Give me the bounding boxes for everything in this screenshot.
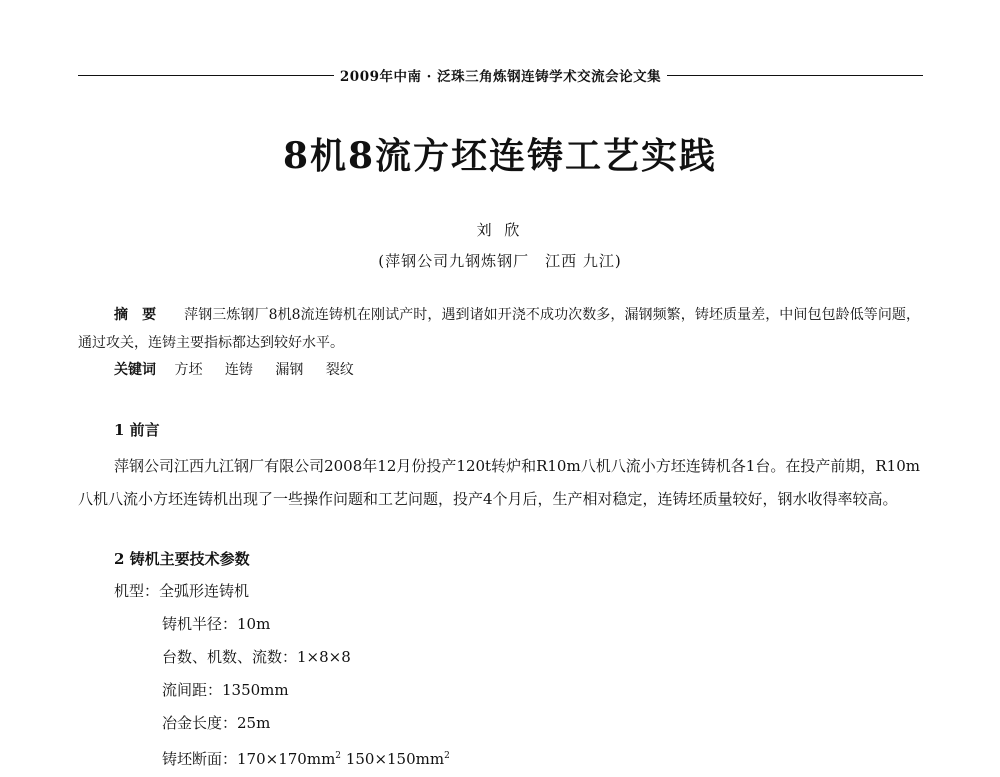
keyword: 方坯 — [174, 362, 203, 378]
keywords-label: 关键词 — [114, 362, 156, 378]
section-label: 铸坯断面： — [162, 750, 238, 768]
abstract — [78, 301, 920, 357]
abstract-label: 摘要 — [114, 307, 171, 323]
param-billet-section — [162, 744, 450, 777]
keywords — [114, 357, 372, 383]
section-size-b: 150×150mm — [345, 750, 445, 768]
section-2-heading: 2 铸机主要技术参数 — [114, 550, 250, 568]
param-strand-spacing: 流间距：1350mm — [162, 681, 289, 699]
keyword: 连铸 — [224, 362, 253, 378]
param-count: 台数、机数、流数：1×8×8 — [162, 648, 351, 666]
superscript-a: 2 — [335, 751, 342, 761]
author: 刘 欣 — [476, 221, 524, 239]
paper-title: 8机8流方坯连铸工艺实践 — [282, 135, 718, 177]
keyword: 漏钢 — [275, 362, 304, 378]
running-header — [78, 64, 923, 86]
abstract-text: 萍钢三炼钢厂8机8流连铸机在刚试产时，遇到诸如开浇不成功次数多，漏钢频繁，铸坯质量差，中间包包龄低等问题，通过攻关，连铸主要指标都达到较好水平。 — [78, 307, 920, 351]
machine-type: 机型：全弧形连铸机 — [114, 582, 250, 600]
parameter-list — [162, 612, 450, 777]
section-1-paragraph: 萍钢公司江西九江钢厂有限公司2008年12月份投产120t转炉和R10m八机八流小方坯连铸机各1台。在投产前期，R10m八机八流小方坯连铸机出现了一些操作问题和工艺问题，投产4个月后，生产相对稳定，连铸坯质量较好，钢水收得率较高。 — [78, 457, 920, 508]
superscript-b: 2 — [444, 751, 450, 761]
param-radius: 铸机半径：10m — [162, 615, 271, 633]
header-rule-left — [78, 75, 334, 76]
keyword: 裂纹 — [325, 362, 354, 378]
section-1-heading: 1 前言 — [114, 421, 160, 439]
header-text: 2009年中南 · 泛珠三角炼钢连铸学术交流会论文集 — [339, 69, 662, 85]
section-size-a: 170×170mm — [237, 750, 336, 768]
header-rule-right — [667, 75, 923, 76]
affiliation: (萍钢公司九钢炼钢厂 江西 九江) — [378, 252, 622, 270]
param-metallurgical-length: 冶金长度：25m — [162, 714, 271, 732]
